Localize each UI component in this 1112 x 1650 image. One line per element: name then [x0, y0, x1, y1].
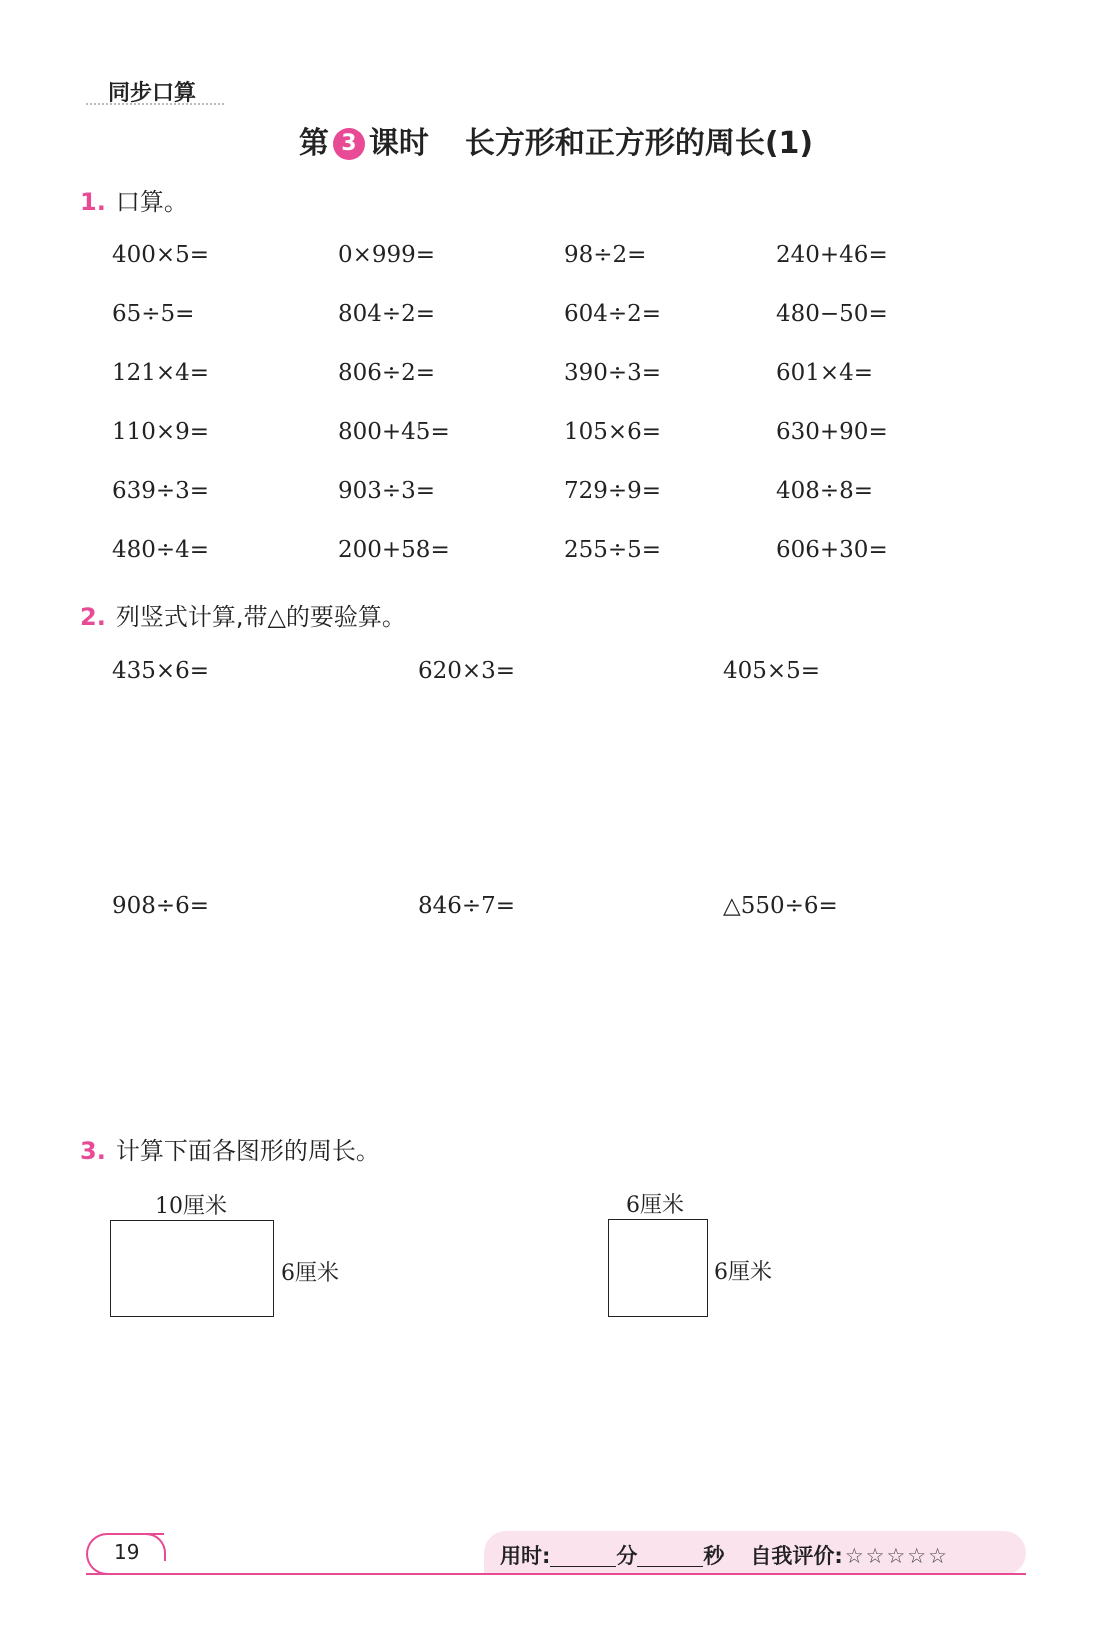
vertical-problem: 846÷7= [418, 893, 516, 919]
star-icon[interactable]: ☆ [928, 1544, 947, 1568]
self-eval-label: 自我评价: [750, 1544, 843, 1568]
mental-math-problem: 601×4= [776, 360, 874, 386]
rect1-width-label: 10厘米 [155, 1194, 227, 1219]
mental-math-problem: 240+46= [776, 242, 888, 268]
mental-math-problem: 105×6= [564, 419, 662, 445]
title-prefix: 第 [298, 126, 329, 161]
footer-timing [500, 1540, 947, 1570]
minutes-blank[interactable] [550, 1546, 616, 1567]
mental-math-problem: 806÷2= [338, 360, 436, 386]
rectangle-figure [110, 1220, 274, 1317]
section-1-heading [80, 182, 188, 217]
square-side-right-label: 6厘米 [714, 1260, 772, 1285]
section-1-label: 口算。 [115, 188, 188, 216]
mental-math-problem: 390÷3= [564, 360, 662, 386]
star-icon[interactable]: ☆ [844, 1544, 864, 1568]
mental-math-problem: 480÷4= [112, 537, 210, 563]
star-icon[interactable]: ☆ [865, 1544, 885, 1568]
mental-math-problem: 98÷2= [564, 242, 647, 268]
section-3-number: 3. [80, 1137, 106, 1165]
mental-math-problem: 65÷5= [112, 301, 195, 327]
star-icon[interactable]: ☆ [886, 1544, 906, 1568]
mental-math-problem: 200+58= [338, 537, 450, 563]
mental-math-problem: 630+90= [776, 419, 888, 445]
square-side-top-label: 6厘米 [626, 1193, 684, 1218]
page-number: 19 [114, 1540, 140, 1564]
minute-label: 分 [616, 1544, 638, 1568]
vertical-problem: 435×6= [112, 658, 210, 684]
second-label: 秒 [703, 1544, 725, 1568]
title-lesson: 课时 [368, 126, 429, 161]
square-figure [608, 1219, 708, 1317]
vertical-problem: 405×5= [723, 658, 821, 684]
mental-math-problem: 800+45= [338, 419, 450, 445]
mental-math-problem: 110×9= [112, 419, 210, 445]
mental-math-problem: 0×999= [338, 242, 436, 268]
mental-math-problem: 639÷3= [112, 478, 210, 504]
section-3-heading [80, 1131, 380, 1166]
vertical-problem: 908÷6= [112, 893, 210, 919]
mental-math-problem: 604÷2= [564, 301, 662, 327]
mental-math-problem: 408÷8= [776, 478, 874, 504]
mental-math-problem: 804÷2= [338, 301, 436, 327]
section-2-heading [80, 597, 406, 632]
time-label: 用时: [500, 1544, 551, 1568]
header-tag: 同步口算 [108, 81, 197, 106]
mental-math-problem: 903÷3= [338, 478, 436, 504]
title-main: 长方形和正方形的周长(1) [464, 126, 814, 161]
mental-math-problem: 480−50= [776, 301, 888, 327]
mental-math-problem: 400×5= [112, 242, 210, 268]
section-2-label: 列竖式计算,带△的要验算。 [115, 603, 406, 631]
lesson-number-badge: 3 [333, 128, 365, 160]
star-icon[interactable]: ☆ [907, 1544, 927, 1568]
section-3-label: 计算下面各图形的周长。 [115, 1137, 380, 1165]
header-divider [86, 103, 224, 105]
seconds-blank[interactable] [637, 1546, 703, 1567]
vertical-problem-with-check: △550÷6= [723, 893, 838, 919]
mental-math-problem: 729÷9= [564, 478, 662, 504]
mental-math-problem: 606+30= [776, 537, 888, 563]
section-2-number: 2. [80, 603, 106, 631]
mental-math-problem: 255÷5= [564, 537, 662, 563]
mental-math-problem: 121×4= [112, 360, 210, 386]
rect1-height-label: 6厘米 [281, 1261, 339, 1286]
footer-divider [86, 1573, 1026, 1575]
page-title [0, 118, 1112, 162]
section-1-number: 1. [80, 188, 106, 216]
vertical-problem: 620×3= [418, 658, 516, 684]
